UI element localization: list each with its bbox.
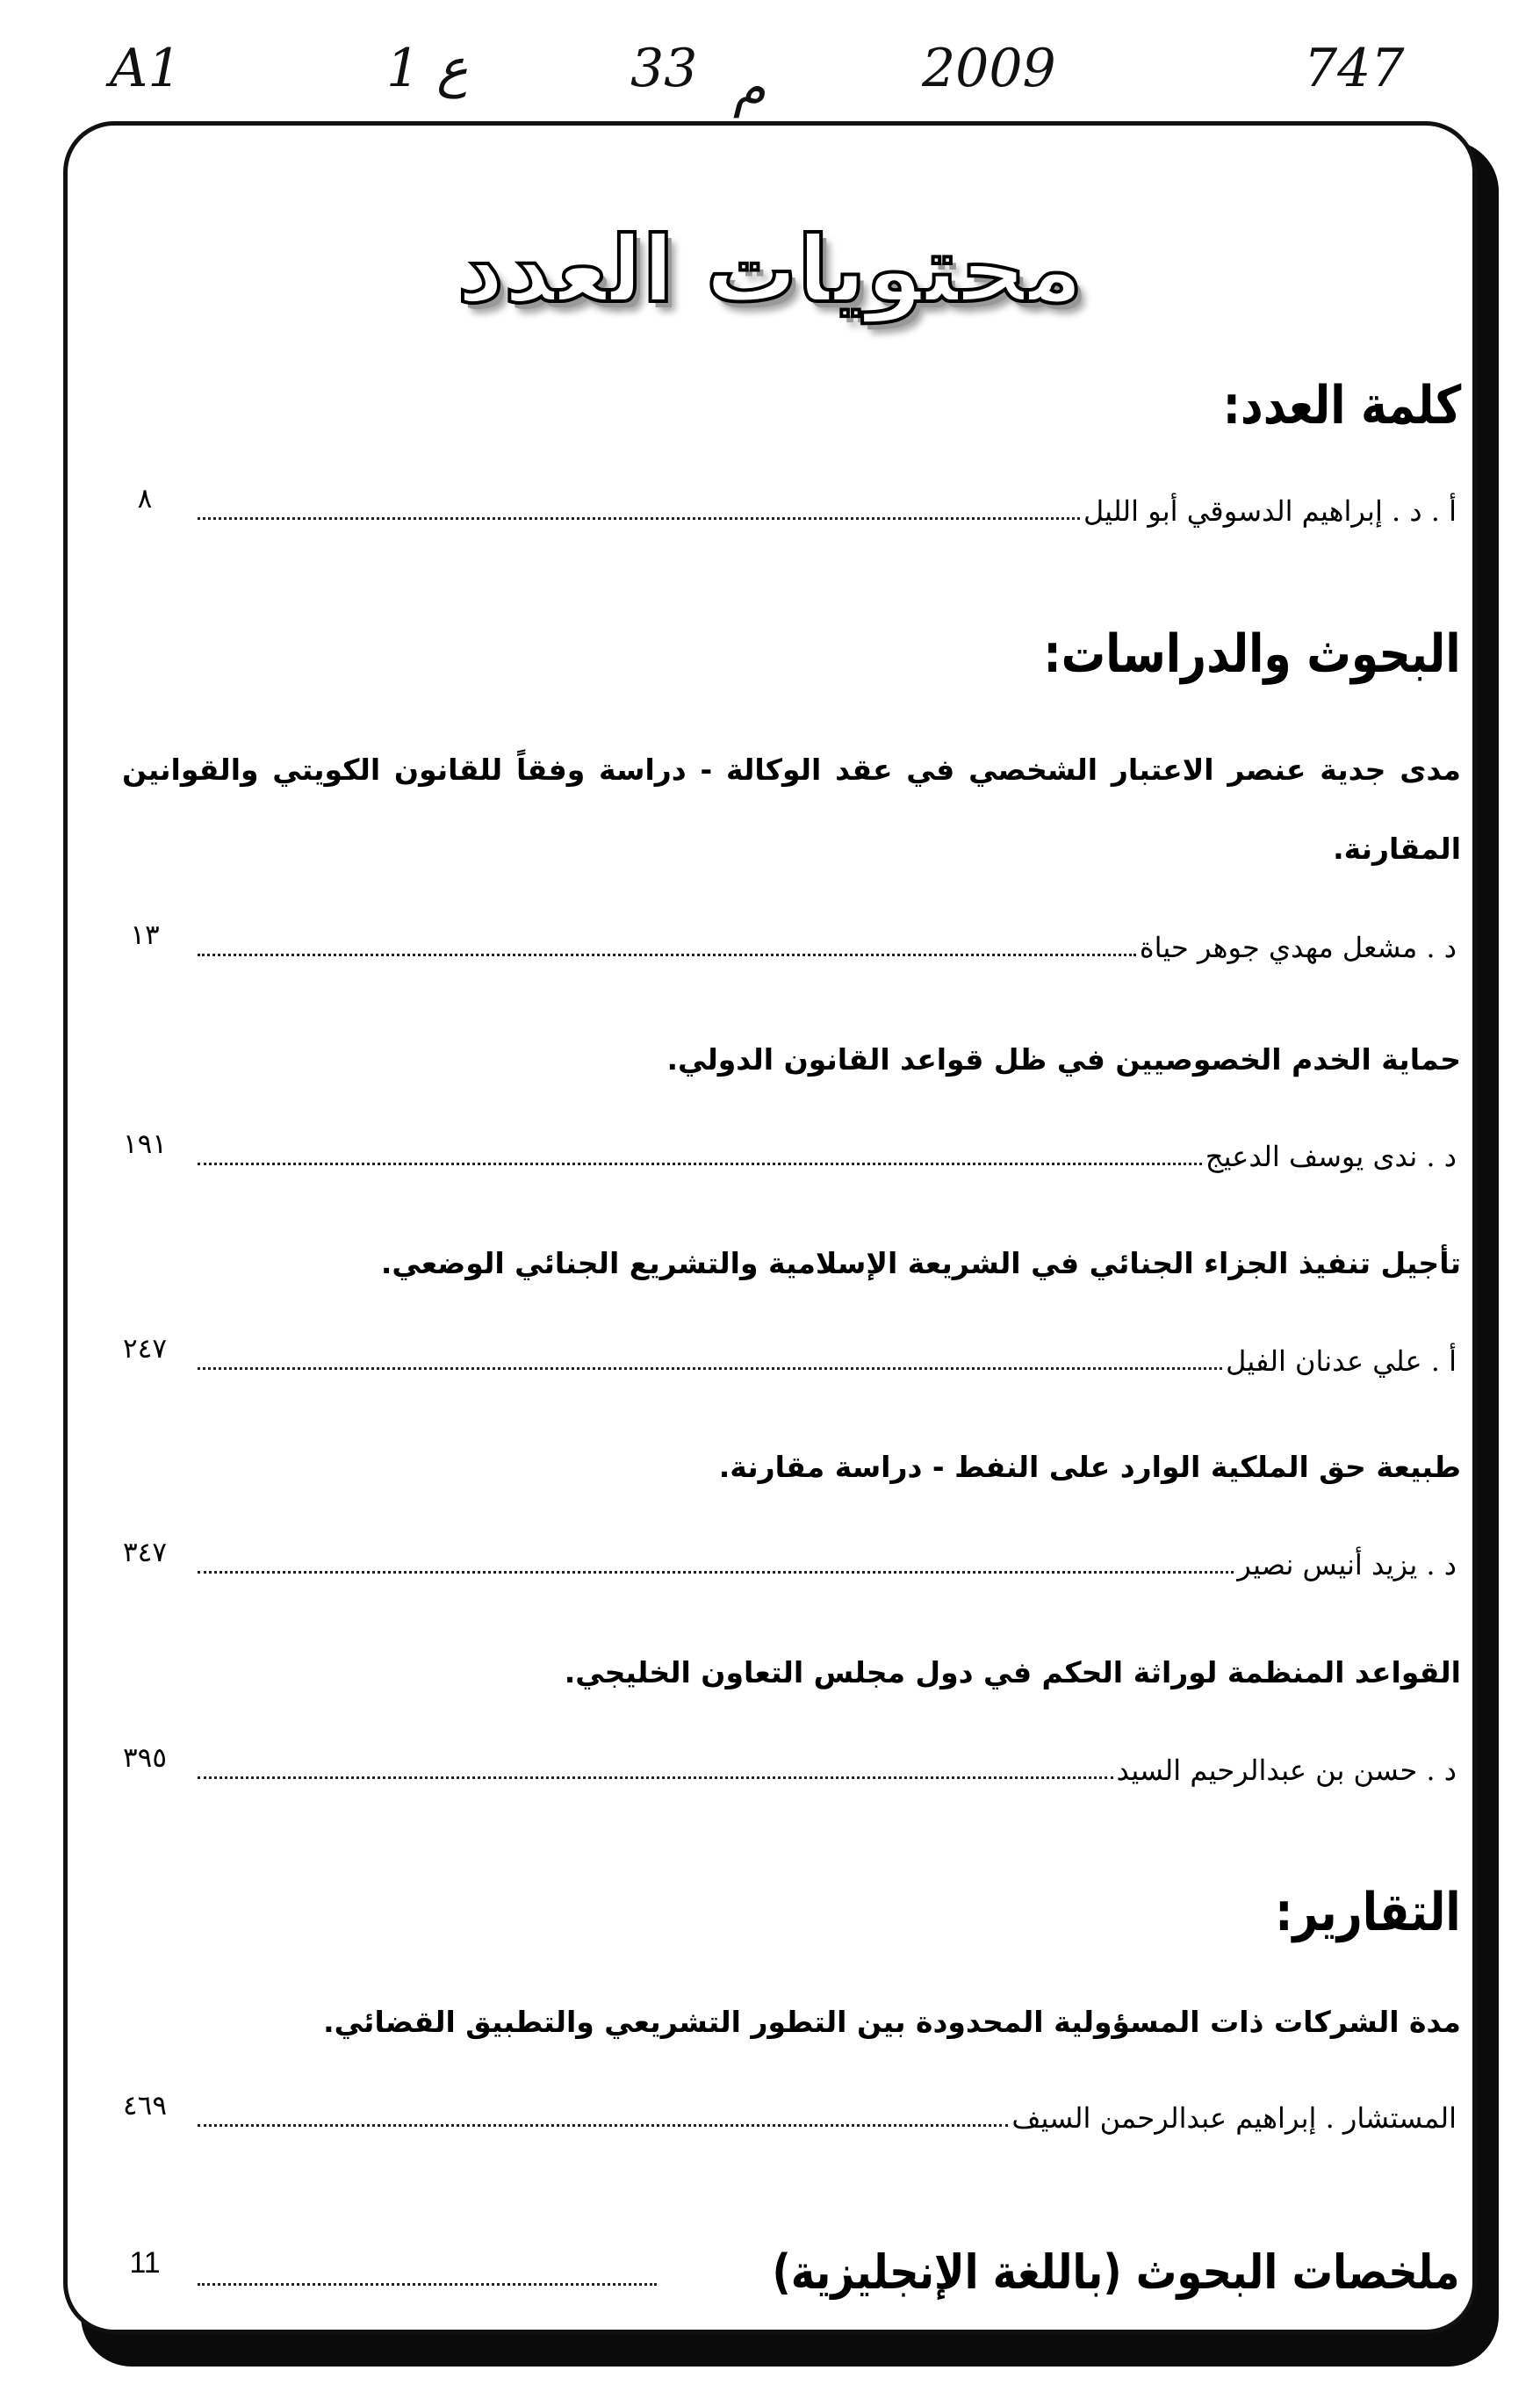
section-heading-editorial: كلمة العدد: <box>1222 375 1461 436</box>
dot-leader <box>198 1776 1113 1779</box>
entry-author: المستشار . إبراهيم عبدالرحمن السيف <box>1011 2101 1457 2135</box>
entry-page-number: 11 <box>129 2246 161 2280</box>
dot-leader <box>198 1571 1234 1574</box>
dot-leader <box>198 1163 1202 1165</box>
entry-author: أ . علي عدنان الفيل <box>1226 1344 1457 1378</box>
article-title-2: حماية الخدم الخصوصيين في ظل قواعد القانون الدولي. <box>666 1042 1461 1077</box>
entry-author: د . مشعل مهدي جوهر حياة <box>1139 931 1457 964</box>
page-title: محتويات العدد <box>457 216 1083 323</box>
content-frame <box>63 121 1477 2334</box>
section-heading-reports: التقارير: <box>1275 1882 1461 1943</box>
entry-author: أ . د . إبراهيم الدسوقي أبو الليل <box>1083 494 1457 528</box>
article-title-4: طبيعة حق الملكية الوارد على النفط - دراسة مقارنة. <box>718 1450 1461 1484</box>
entry-page-number: ٢٤٧ <box>123 1333 167 1365</box>
article-title-1: مدى جدية عنصر الاعتبار الشخصي في عقد الوكالة - دراسة وفقاً للقانون الكويتي والقوانين المقارنة. <box>122 753 1461 866</box>
dot-leader <box>198 2124 1008 2127</box>
handwritten-note-m: م <box>733 57 766 119</box>
entry-author: د . يزيد أنيس نصير <box>1237 1548 1457 1581</box>
entry-page-number: ٤٦٩ <box>123 2090 167 2122</box>
entry-author: د . ندى يوسف الدعيج <box>1205 1140 1457 1173</box>
entry-page-number: ٨ <box>137 483 153 515</box>
report-title-1: مدة الشركات ذات المسؤولية المحدودة بين التطور التشريعي والتطبيق القضائي. <box>323 2005 1461 2039</box>
handwritten-note-issue: 1 ع <box>386 38 469 99</box>
toc-entry-research-3[interactable] <box>198 1331 1457 1378</box>
handwritten-note-year: 2009 <box>922 38 1056 99</box>
entry-page-number: ٣٩٥ <box>123 1742 167 1774</box>
toc-entry-abstracts[interactable] <box>198 2226 1459 2300</box>
handwritten-note-volume: 33 <box>630 38 698 99</box>
dot-leader <box>198 954 1136 956</box>
entry-page-number: ١٣ <box>130 919 160 951</box>
dot-leader <box>198 1367 1222 1370</box>
entry-page-number: ١٩١ <box>123 1128 167 1160</box>
section-heading-abstracts: ملخصات البحوث (باللغة الإنجليزية) <box>771 2244 1459 2300</box>
section-heading-research: البحوث والدراسات: <box>1043 623 1461 685</box>
toc-entry-report-1[interactable] <box>198 2088 1457 2135</box>
toc-entry-research-2[interactable] <box>198 1127 1457 1171</box>
toc-entry-research-4[interactable] <box>198 1535 1457 1579</box>
dot-leader <box>198 517 1080 520</box>
entry-page-number: ٣٤٧ <box>123 1537 167 1568</box>
toc-entry-research-5[interactable] <box>198 1740 1457 1787</box>
dot-leader <box>198 2283 657 2286</box>
toc-entry-editorial[interactable] <box>198 481 1457 528</box>
entry-author: د . حسن بن عبدالرحيم السيد <box>1116 1754 1457 1787</box>
article-title-3: تأجيل تنفيذ الجزاء الجنائي في الشريعة الإسلامية والتشريع الجنائي الوضعي. <box>380 1246 1461 1280</box>
article-title-5: القواعد المنظمة لوراثة الحكم في دول مجلس التعاون الخليجي. <box>564 1655 1461 1689</box>
handwritten-note-a1: A1 <box>110 38 182 99</box>
handwritten-note-number: 747 <box>1304 38 1405 99</box>
toc-entry-research-1[interactable] <box>198 918 1457 962</box>
